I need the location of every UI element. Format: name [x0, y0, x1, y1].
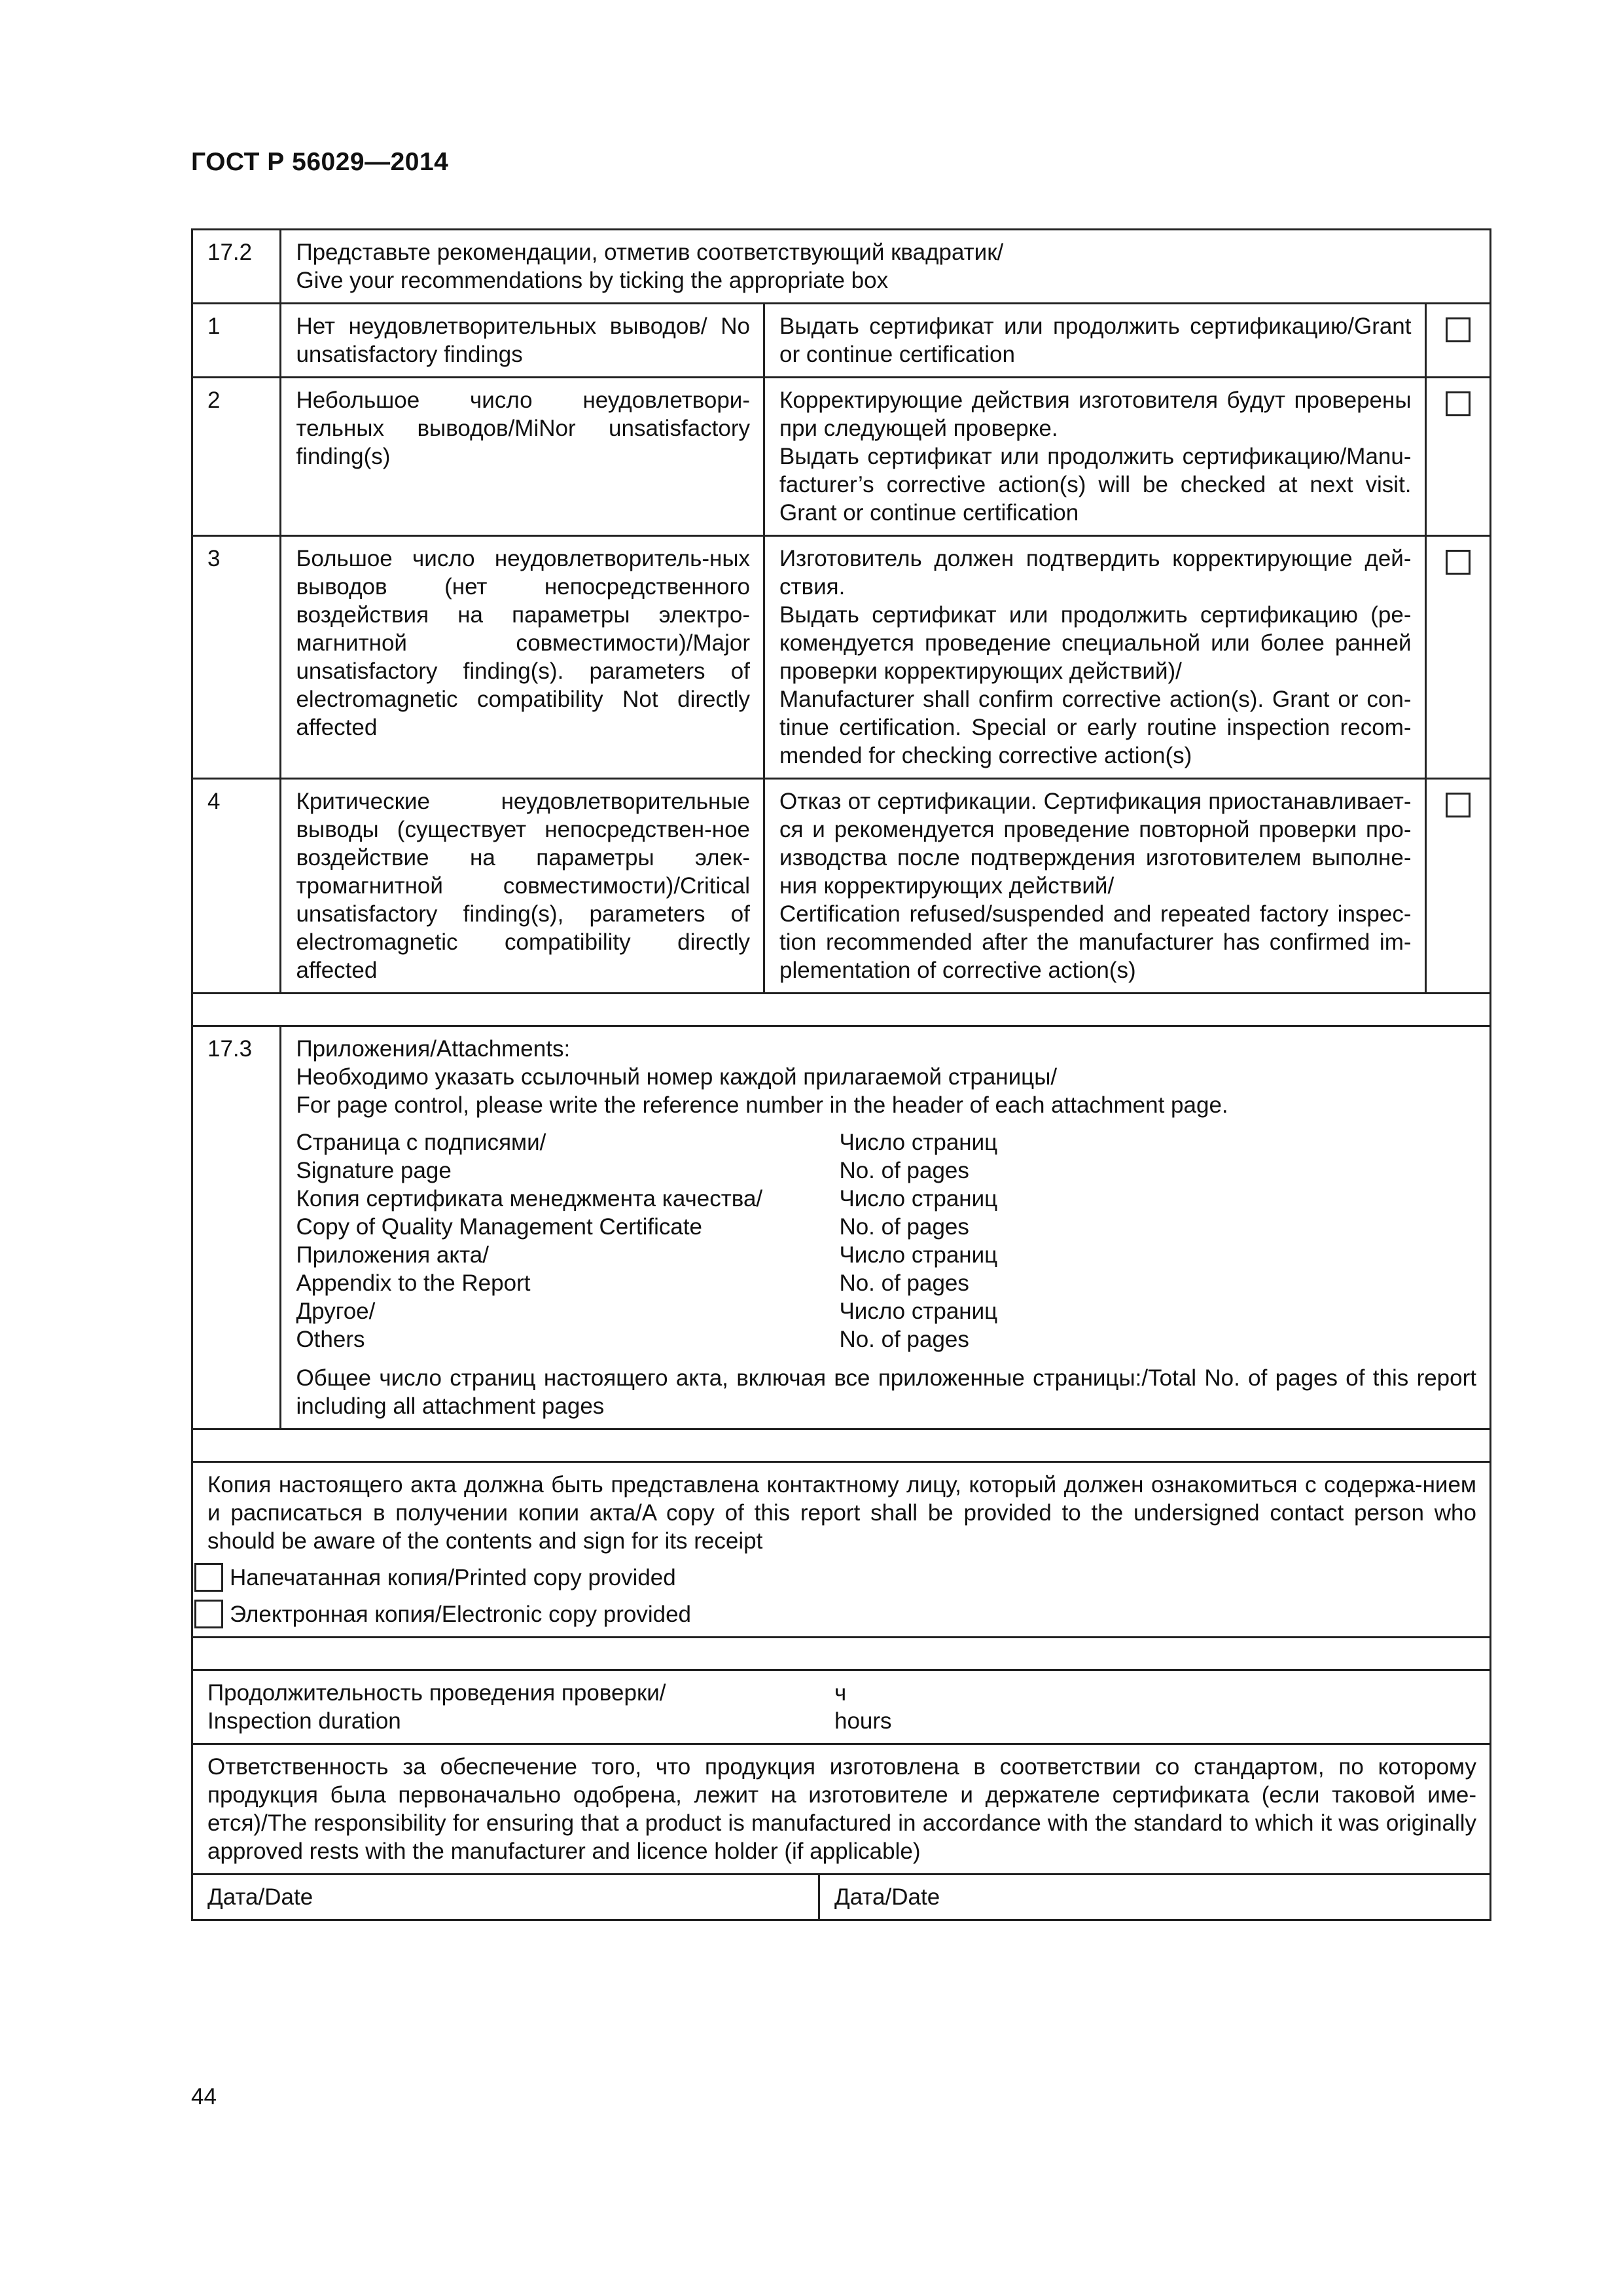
recommendation-checkbox[interactable] [1446, 793, 1471, 817]
electronic-copy-label: Электронная копия/Electronic copy provided [230, 1601, 692, 1627]
section-number: 17.3 [192, 1026, 281, 1429]
row-number: 3 [192, 536, 281, 779]
attachment-pages-field[interactable]: Число страниц [839, 1242, 998, 1268]
inspection-duration-cell [192, 1670, 1491, 1744]
finding-text: Нет неудовлетворительных выводов/ No unsatisfactory findings [281, 304, 764, 378]
attachment-pages-field[interactable]: Число страниц [839, 1299, 998, 1324]
attachment-label: Signature page [296, 1158, 452, 1183]
checkbox-cell [1425, 378, 1490, 536]
recommendation-row [192, 779, 1491, 994]
section-title-ru: Представьте рекомендации, отметив соответствующий квадратик/ [296, 240, 1004, 265]
report-copy-row [192, 1462, 1491, 1638]
attachment-pages-field[interactable]: No. of pages [839, 1214, 969, 1240]
row-number: 4 [192, 779, 281, 994]
checkbox-cell [1425, 304, 1490, 378]
attachment-pages-field[interactable]: No. of pages [839, 1270, 969, 1296]
finding-text: Небольшое число неудовлетвори-тельных выводов/MiNor unsatisfactory finding(s) [281, 378, 764, 536]
document-code: ГОСТ Р 56029—2014 [191, 148, 449, 176]
inspection-duration-row [192, 1670, 1491, 1744]
attachment-pages-field[interactable]: No. of pages [839, 1158, 969, 1183]
attachments-instruction-en: For page control, please write the reference number in the header of each attachment page. [296, 1092, 1228, 1118]
action-text: Выдать сертификат или продолжить сертификацию/Grant or continue certification [764, 304, 1426, 378]
duration-label-ru: Продолжительность проведения проверки/ [207, 1680, 666, 1706]
finding-text: Критические неудовлетворительные выводы (существует непосредствен-ное воздействие на параметры элек-тромагнитной совместимости)/Critical unsatisfactory finding(s), parameters of electromagnetic compatibility directly affected [281, 779, 764, 994]
electronic-copy-checkbox[interactable] [194, 1600, 223, 1628]
printed-copy-label: Напечатанная копия/Printed copy provided [230, 1564, 676, 1590]
recommendation-checkbox[interactable] [1446, 550, 1471, 575]
spacer-cell [192, 1429, 1491, 1462]
electronic-copy-option[interactable] [194, 1600, 1476, 1628]
printed-copy-checkbox[interactable] [194, 1563, 223, 1592]
attachment-label: Appendix to the Report [296, 1270, 531, 1296]
page-number: 44 [191, 2084, 217, 2109]
duration-unit-en: hours [834, 1708, 892, 1734]
spacer-cell [192, 1638, 1491, 1670]
responsibility-text: Ответственность за обеспечение того, что продукция изготовлена в соответствии со стандартом, по которому продукция была первоначально одобрена, лежит на изготовителе и держателе сертификата (если таковой име-ется)/The responsibility for ensuring that a product is manufactured in accordance with the standard to which it was originally approved rests with the manufacturer and licence holder (if applicable) [192, 1744, 1491, 1874]
recommendation-row [192, 304, 1491, 378]
attachment-label: Копия сертификата менеджмента качества/ [296, 1186, 763, 1211]
attachments-title: Приложения/Attachments: [296, 1036, 571, 1062]
attachment-pages-field[interactable]: Число страниц [839, 1130, 998, 1155]
attachment-label: Others [296, 1327, 365, 1352]
action-text: Корректирующие действия изготовителя будут проверены при следующей проверке. Выдать сертификат или продолжить сертификацию/Manu-facturer’s corrective action(s) will be checked at next visit. Grant or continue certification [764, 378, 1426, 536]
spacer-cell [192, 994, 1491, 1026]
spacer-row [192, 1429, 1491, 1462]
printed-copy-option[interactable] [194, 1563, 1476, 1592]
total-pages-text: Общее число страниц настоящего акта, включая все приложенные страницы:/Total No. of pages of this report including all attachment pages [296, 1365, 1476, 1419]
duration-label [207, 1679, 834, 1735]
spacer-row [192, 1638, 1491, 1670]
section-title-en: Give your recommendations by ticking the appropriate box [296, 268, 889, 293]
attachments-list [296, 1128, 1476, 1354]
attachment-label: Приложения акта/ [296, 1242, 489, 1268]
date-field-right[interactable]: Дата/Date [834, 1884, 940, 1910]
date-field-left[interactable]: Дата/Date [193, 1875, 820, 1919]
finding-text: Большое число неудовлетворитель-ных выводов (нет непосредственного воздействия на параметры электро-магнитной совместимости)/Major unsatisfactory finding(s). parameters of electromagnetic compatibility Not directly affected [281, 536, 764, 779]
recommendation-checkbox[interactable] [1446, 317, 1471, 342]
section-title [281, 230, 1491, 304]
duration-label-en: Inspection duration [207, 1708, 401, 1734]
action-text: Отказ от сертификации. Сертификация приостанавливает-ся и рекомендуется проведение повторной проверки про-изводства после подтверждения изготовителем выполне-ния корректирующих действий/ Certification refused/suspended and repeated factory inspec-tion recommended after the manufacturer has confirmed im-plementation of corrective action(s) [764, 779, 1426, 994]
report-copy-text: Копия настоящего акта должна быть представлена контактному лицу, который должен ознакомиться с содержа-нием и расписаться в получении копии акта/A copy of this report shall be provided to the undersigned contact person who should be aware of the contents and sign for its receipt [207, 1472, 1476, 1554]
duration-field[interactable] [834, 1679, 1476, 1735]
date-cell [192, 1874, 1491, 1920]
spacer-row [192, 994, 1491, 1026]
attachment-pages-field[interactable]: Число страниц [839, 1186, 998, 1211]
checkbox-cell [1425, 536, 1490, 779]
attachments-cell [281, 1026, 1491, 1429]
report-form-table [191, 228, 1491, 1921]
attachments-instruction-ru: Необходимо указать ссылочный номер каждой прилагаемой страницы/ [296, 1064, 1058, 1090]
date-row [192, 1874, 1491, 1920]
section-17-3-row [192, 1026, 1491, 1429]
row-number: 1 [192, 304, 281, 378]
action-text: Изготовитель должен подтвердить корректирующие дей-ствия. Выдать сертификат или продолжить сертификацию (ре-комендуется проведение специальной или более ранней проверки корректирующих действий)/ Manufacturer shall confirm corrective action(s). Grant or con-tinue certification. Special or early routine inspection recom-mended for checking corrective action(s) [764, 536, 1426, 779]
report-copy-cell [192, 1462, 1491, 1638]
attachment-label: Другое/ [296, 1299, 376, 1324]
section-number: 17.2 [192, 230, 281, 304]
row-number: 2 [192, 378, 281, 536]
checkbox-cell [1425, 779, 1490, 994]
recommendation-checkbox[interactable] [1446, 391, 1471, 416]
attachment-pages-field[interactable]: No. of pages [839, 1327, 969, 1352]
duration-unit-ru: ч [834, 1680, 847, 1706]
responsibility-row [192, 1744, 1491, 1874]
section-17-2-header-row [192, 230, 1491, 304]
attachment-label: Страница с подписями/ [296, 1130, 546, 1155]
recommendation-row [192, 536, 1491, 779]
attachment-label: Copy of Quality Management Certificate [296, 1214, 703, 1240]
recommendation-row [192, 378, 1491, 536]
